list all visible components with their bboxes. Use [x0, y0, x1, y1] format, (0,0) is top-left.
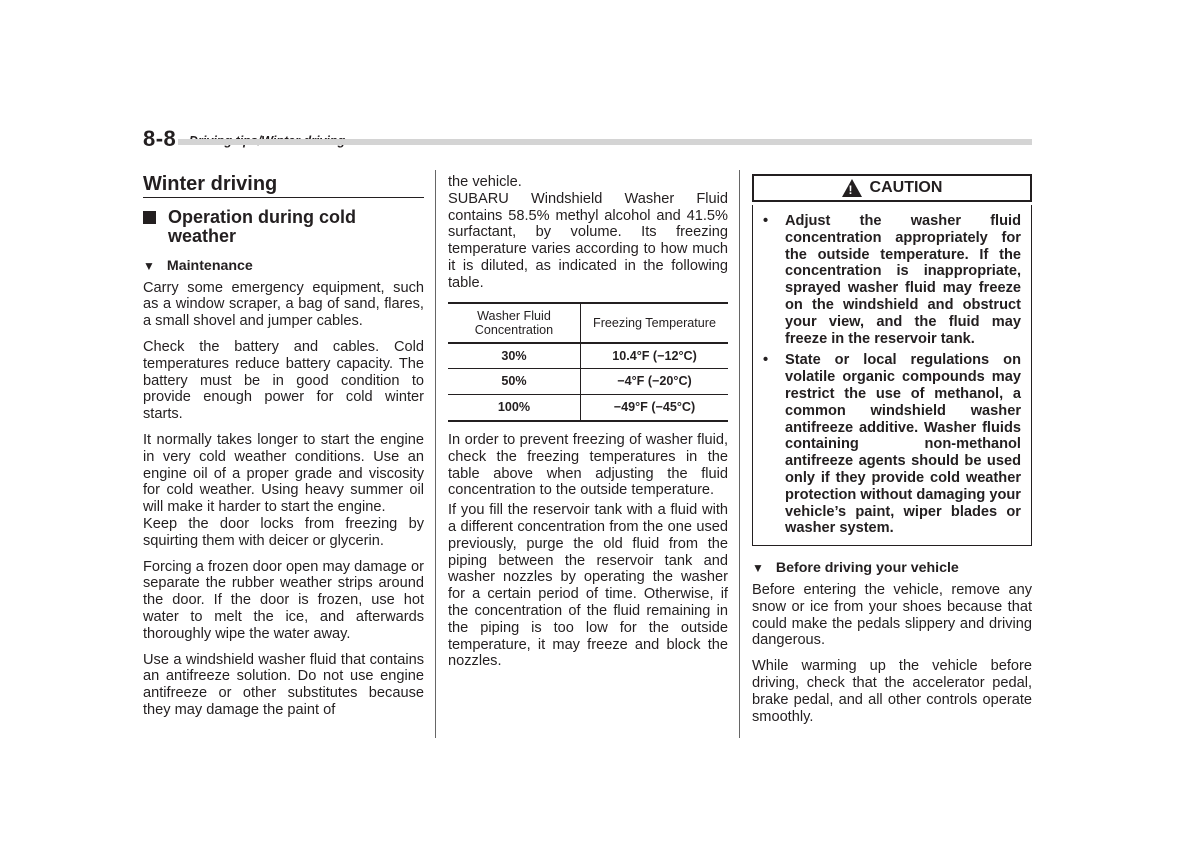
- column-1: [143, 174, 424, 719]
- freezing-temperature-table: [448, 302, 728, 422]
- bullet-icon: •: [763, 213, 769, 229]
- paragraph: It normally takes longer to start the engine in very cold weather conditions. Use an engine oil of a proper grade and viscosity for cold weather. Using heavy summer oil will make it harder to start the engine.: [143, 431, 424, 516]
- triangle-down-icon: ▼: [752, 561, 764, 576]
- list-item: • Adjust the washer fluid concentration appropriately for the outside temperature. If the concentration is inappropriate, sprayed washer fluid may freeze on the windshield and obstruct your view, and the fluid may freeze in the reservoir tank.: [763, 213, 1021, 347]
- paragraph: the vehicle.: [448, 174, 522, 190]
- paragraph: If you fill the reservoir tank with a fluid with a different concentration from the one used previously, purge the old fluid from the piping between the reservoir tank and washer nozzles by operating the washer for a certain period of time. Otherwise, if the concentration of the fluid remaining in the piping is too low for the outside temperature, it may freeze and block the nozzles.: [448, 502, 728, 670]
- caution-box: [752, 205, 1032, 546]
- heading-maintenance: ▼ Maintenance: [143, 257, 253, 274]
- column-divider: [435, 170, 436, 738]
- column-3: [752, 174, 1032, 725]
- paragraph: While warming up the vehicle before driving, check that the accelerator pedal, brake pedal, and all other controls operate smoothly.: [752, 658, 1032, 725]
- paragraph: Carry some emergency equipment, such as a window scraper, a bag of sand, flares, a small shovel and jumper cables.: [143, 279, 424, 330]
- table-row: 50% −4°F (−20°C): [448, 369, 728, 395]
- table-header: Washer Fluid Concentration: [448, 303, 581, 343]
- column-divider: [739, 170, 740, 738]
- subheading-cold-weather: Operation during cold weather: [143, 208, 424, 246]
- caution-header: ! CAUTION: [752, 174, 1032, 202]
- table-header: Freezing Temperature: [581, 303, 729, 343]
- heading-winter-driving: Winter driving: [143, 174, 424, 198]
- square-bullet-icon: [143, 211, 156, 224]
- paragraph: Keep the door locks from freezing by squirting them with deicer or glycerin.: [143, 515, 424, 549]
- column-2: [448, 174, 728, 670]
- table-row: 100% −49°F (−45°C): [448, 395, 728, 421]
- paragraph: Before entering the vehicle, remove any snow or ice from your shoes because that could make the pedals slippery and driving dangerous.: [752, 581, 1032, 649]
- paragraph: SUBARU Windshield Washer Fluid contains 58.5% methyl alcohol and 41.5% surfactant, by volume. Its freezing temperature varies according to how much it is diluted, as indicated in the following table.: [448, 190, 728, 291]
- table-row: 30% 10.4°F (−12°C): [448, 343, 728, 369]
- list-item: • State or local regulations on volatile organic compounds may restrict the use of methanol, a common windshield washer antifreeze additive. Washer fluids containing non-methanol antifreeze agents should be used only if they provide cold weather protection without damaging your vehicle’s paint, wiper blades or washer system.: [763, 352, 1021, 537]
- header-bar: [178, 139, 1032, 145]
- triangle-down-icon: ▼: [143, 258, 155, 273]
- page-number: 8-8: [143, 126, 177, 151]
- heading-before-driving: ▼ Before driving your vehicle: [752, 560, 959, 577]
- paragraph: Use a windshield washer fluid that contains an antifreeze solution. Do not use engine antifreeze or other substitutes because they may damage the paint of: [143, 651, 424, 718]
- paragraph: Forcing a frozen door open may damage or separate the rubber weather strips around the door. If the door is frozen, use hot water to melt the ice, and afterwards thoroughly wipe the water away.: [143, 558, 424, 642]
- paragraph: In order to prevent freezing of washer fluid, check the freezing temperatures in the table above when adjusting the fluid concentration to the outside temperature.: [448, 431, 728, 499]
- paragraph: Check the battery and cables. Cold temperatures reduce battery capacity. The battery must be in good condition to provide enough power for cold winter starts.: [143, 338, 424, 423]
- bullet-icon: •: [763, 352, 769, 369]
- warning-icon: !: [842, 179, 862, 197]
